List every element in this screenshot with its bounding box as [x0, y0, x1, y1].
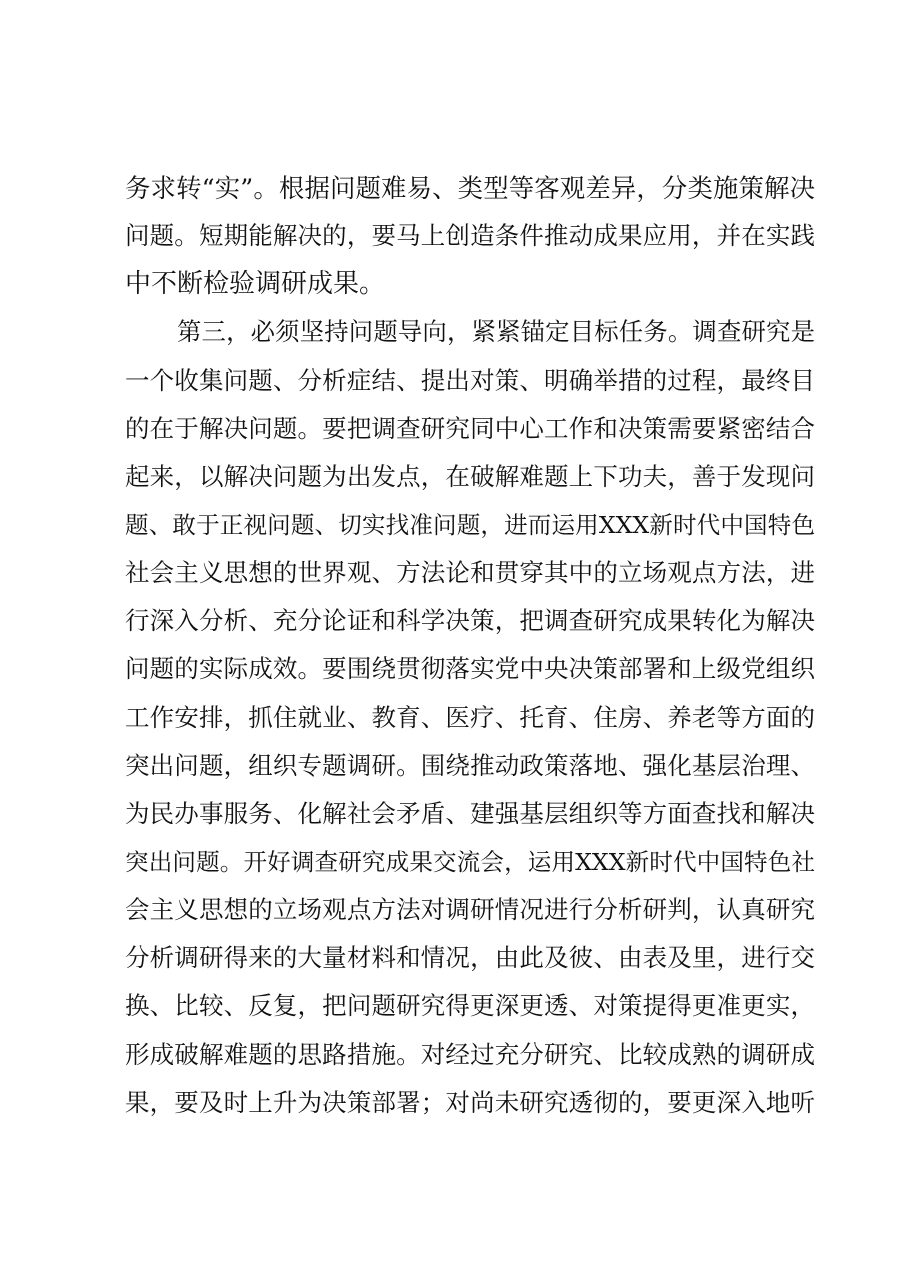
text-line: 为民办事服务、化解社会矛盾、建强基层组织等方面查找和解决	[125, 798, 815, 828]
body-text	[125, 168, 815, 1131]
text-line: 社会主义思想的世界观、方法论和贯穿其中的立场观点方法，进	[125, 558, 815, 588]
text-line: 突出问题。开好调查研究成果交流会，运用XXX新时代中国特色社	[125, 847, 815, 876]
text-line: 中不断检验调研成果。	[125, 269, 386, 300]
text-line: 果，要及时上升为决策部署；对尚未研究透彻的，要更深入地听	[125, 1087, 815, 1117]
text-line: 的在于解决问题。要把调查研究同中心工作和决策需要紧密结合	[125, 413, 815, 443]
text-line: 分析调研得来的大量材料和情况，由此及彼、由表及里，进行交	[125, 943, 815, 973]
text-line: 换、比较、反复，把问题研究得更深更透、对策提得更准更实，	[125, 991, 815, 1021]
text-line: 起来，以解决问题为出发点，在破解难题上下功夫，善于发现问	[125, 461, 815, 491]
text-line: 题、敢于正视问题、切实找准问题，进而运用XXX新时代中国特色	[125, 510, 815, 539]
text-line: 务求转“实”。根据问题难易、类型等客观差异，分类施策解决	[125, 173, 815, 203]
text-line: 问题。短期能解决的，要马上创造条件推动成果应用，并在实践	[125, 221, 815, 251]
text-line: 形成破解难题的思路措施。对经过充分研究、比较成熟的调研成	[125, 1039, 815, 1069]
text-line: 一个收集问题、分析症结、提出对策、明确举措的过程，最终目	[125, 365, 815, 395]
text-line: 突出问题，组织专题调研。围绕推动政策落地、强化基层治理、	[125, 750, 815, 780]
text-line: 第三，必须坚持问题导向，紧紧锚定目标任务。调查研究是	[177, 317, 815, 347]
text-line: 工作安排，抓住就业、教育、医疗、托育、住房、养老等方面的	[125, 702, 815, 732]
text-line: 问题的实际成效。要围绕贯彻落实党中央决策部署和上级党组织	[125, 654, 815, 684]
text-line: 会主义思想的立场观点方法对调研情况进行分析研判，认真研究	[125, 895, 815, 925]
text-line: 行深入分析、充分论证和科学决策，把调查研究成果转化为解决	[125, 606, 815, 636]
